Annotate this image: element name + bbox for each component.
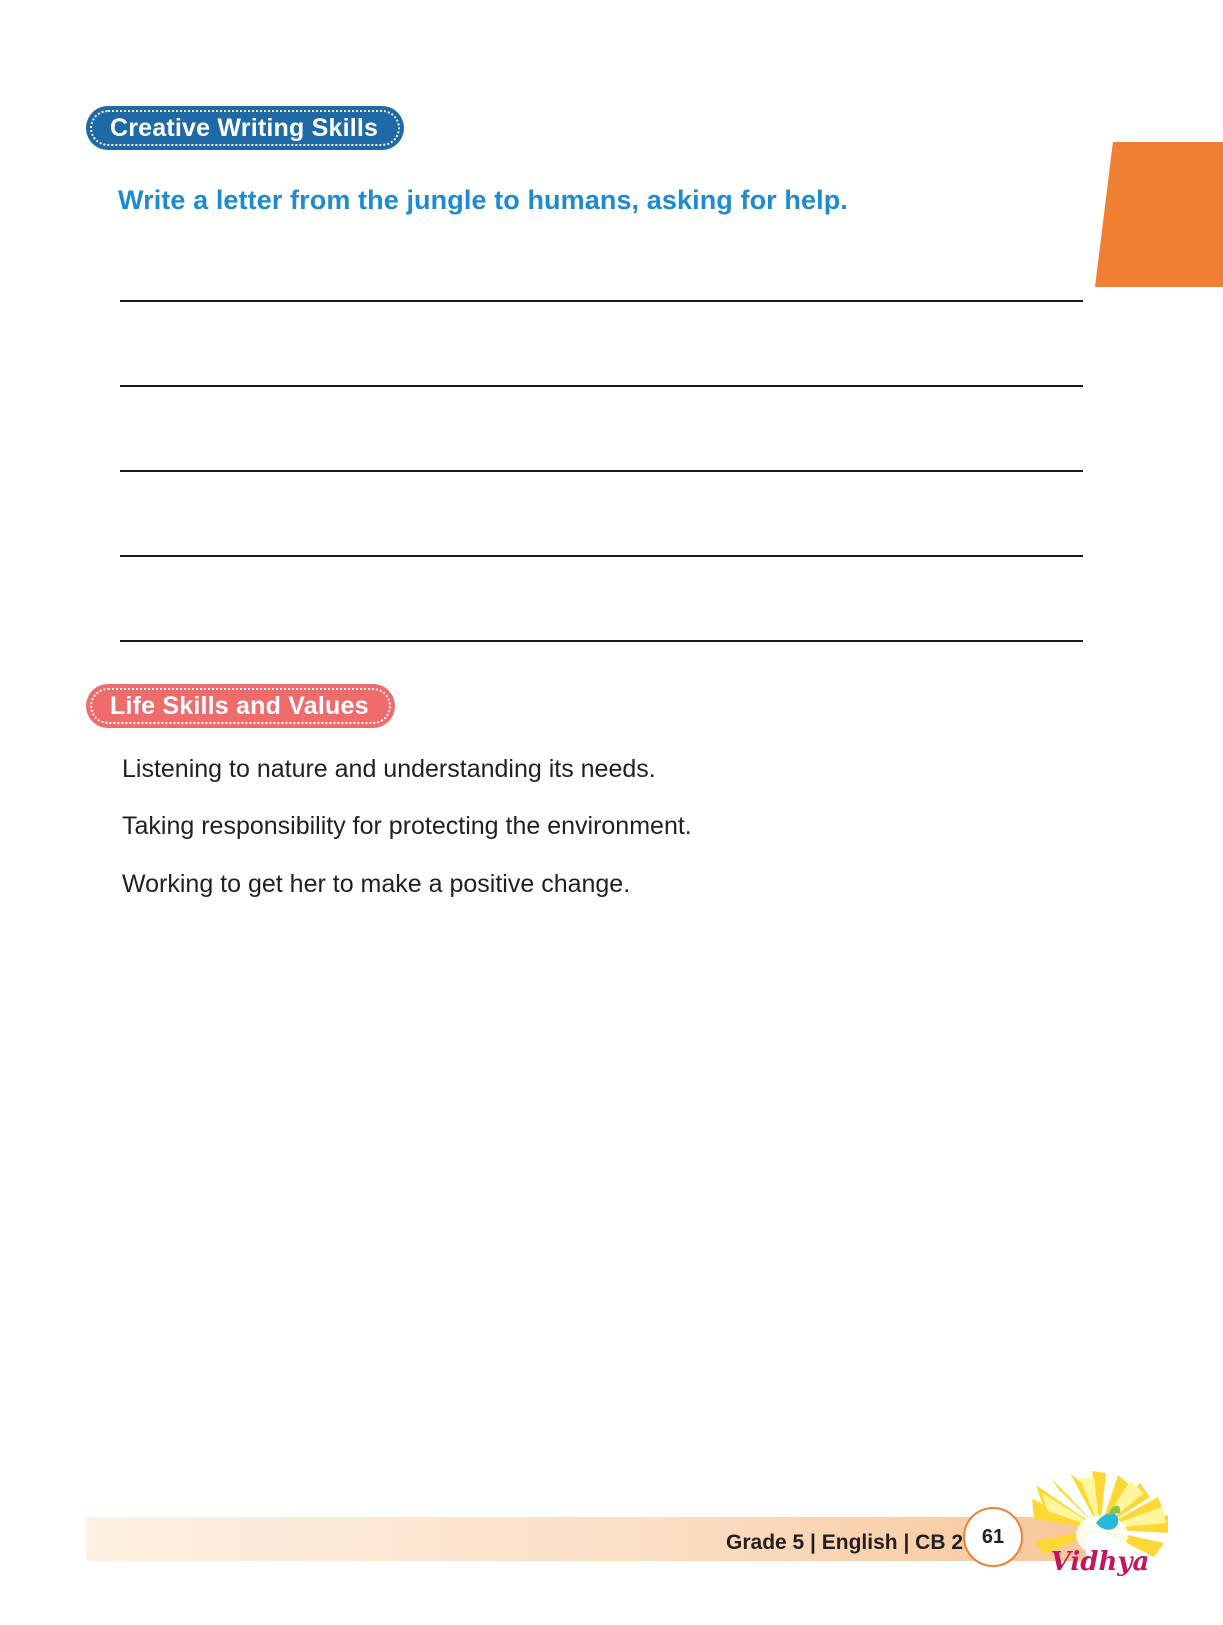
list-item: Taking responsibility for protecting the environment. xyxy=(122,812,692,841)
answer-line[interactable] xyxy=(120,640,1083,642)
footer-label: Grade 5 | English | CB 2 xyxy=(726,1531,963,1554)
section-heading-creative-writing-skills: Creative Writing Skills xyxy=(86,106,404,150)
list-item: Working to get her to make a positive change. xyxy=(122,869,631,898)
life-skills-list xyxy=(122,754,1022,900)
writing-prompt: Write a letter from the jungle to humans, asking for help. xyxy=(118,185,848,215)
vidhya-logo xyxy=(1025,1471,1175,1591)
orange-corner-decoration xyxy=(1095,142,1223,287)
answer-line[interactable] xyxy=(120,555,1083,557)
answer-line[interactable] xyxy=(120,385,1083,387)
section-heading-life-skills-and-values: Life Skills and Values xyxy=(86,684,395,728)
answer-line[interactable] xyxy=(120,470,1083,472)
page-number: 61 xyxy=(963,1507,1023,1567)
answer-line[interactable] xyxy=(120,300,1083,302)
answer-lines[interactable] xyxy=(120,300,1083,642)
logo-text: Vidhya xyxy=(1050,1547,1150,1577)
list-item: Listening to nature and understanding its needs. xyxy=(122,755,656,783)
